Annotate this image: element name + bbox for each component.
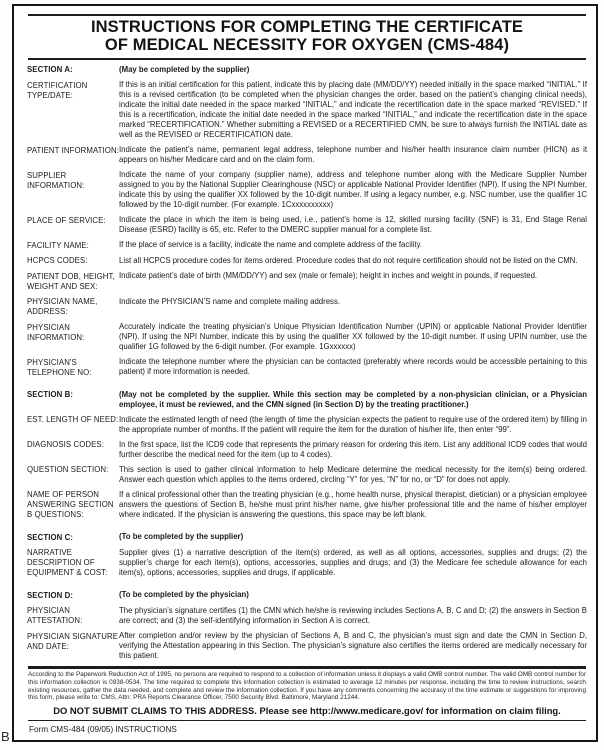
- row-description: The physician’s signature certifies (1) the CMN which he/she is reviewing includes Sections A, B, C and D; (2) the answers in Section B are correct; and (3) the self-identifying information in Section A is correct.: [119, 605, 587, 625]
- row-description: (May not be completed by the supplier. While this section may be completed by a non-physician clinician, or a Physician employee, it must be reviewed, and the CMN signed (in Section D) by the treating practitioner.): [119, 389, 587, 409]
- document-title-line1: INSTRUCTIONS FOR COMPLETING THE CERTIFICATE: [90, 18, 524, 36]
- paperwork-reduction-notice: According to the Paperwork Reduction Act of 1995, no persons are required to respond to a collection of information unless it displays a valid OMB control number. The valid OMB control number for this information collection is 0938-0534. The time required to complete this information collection is estimated to average 12 minutes per response, including the time to review instructions, search existing resources, gather the data needed, and complete and review the information collection. If you have any comments concerning the accuracy of the time estimate or suggestions for improving this form, please write to: CMS, Attn: PRA Reports Clearance Officer, 7500 Security Blvd. Baltimore, Maryland 21244.: [28, 671, 586, 702]
- instruction-row: [27, 490, 587, 521]
- instruction-row: [27, 631, 587, 661]
- row-label: QUESTION SECTION:: [27, 465, 109, 475]
- row-label: PHYSICIAN INFORMATION:: [27, 322, 85, 342]
- page-corner-label: B: [1, 729, 10, 744]
- row-description: Indicate the patient’s name, permanent legal address, telephone number and his/her health insurance claim number (HICN) as it appears on his/her Medicare card and on the claim form.: [119, 145, 587, 165]
- row-label: PHYSICIAN ATTESTATION:: [27, 606, 83, 626]
- row-description: Indicate the PHYSICIAN’S name and complete mailing address.: [119, 296, 341, 306]
- document-title-line2: OF MEDICAL NECESSITY FOR OXYGEN (CMS-484): [104, 36, 510, 55]
- instruction-row: [27, 322, 587, 352]
- do-not-submit-notice: DO NOT SUBMIT CLAIMS TO THIS ADDRESS. Please see http://www.medicare.gov/ for information on claim filing.: [53, 704, 561, 716]
- row-description: Indicate the telephone number where the physician can be contacted (preferably where records would be accessible pertaining to this patient) if more information is needed.: [119, 357, 587, 377]
- row-description: Accurately indicate the treating physician’s Unique Physician Identification Number (UPIN) or applicable National Provider Identifier (NPI). If using the NPI Number, indicate this by using the qualifier XX followed by the 10-digit number. If using UPIN number, use the qualifier 1G followed by the 6-digit number. (For example. 1Gxxxxxx): [119, 322, 587, 352]
- instruction-row: [27, 145, 587, 165]
- row-description: Indicate the estimated length of need (the length of time the physician expects the patient to require use of the ordered item) by filling in the appropriate number of months. If the patient will require the item for the duration of his/her life, then enter “99”.: [119, 414, 587, 434]
- section-header-row: [27, 390, 587, 410]
- row-label: SECTION B:: [27, 390, 74, 400]
- section-header-row: [27, 532, 587, 543]
- title-top-rule: [28, 14, 586, 16]
- row-description: If the place of service is a facility, indicate the name and complete address of the facility.: [119, 240, 423, 250]
- row-description: This section is used to gather clinical information to help Medicare determine the medical necessity for the item(s) being ordered. Answer each question which applies to the items ordered, circling “Y” for yes, “N” for no, or “D” for does not apply.: [119, 464, 587, 484]
- row-label: DIAGNOSIS CODES:: [27, 440, 104, 450]
- row-description: (To be completed by the physician): [119, 590, 249, 600]
- instructions-list: [27, 65, 587, 662]
- row-label: SECTION A:: [27, 65, 73, 75]
- page-footer: [27, 666, 587, 733]
- footer-bottom-rule: [28, 720, 586, 722]
- row-description: If this is an initial certification for this patient, indicate this by placing date (MM/DD/YY) needed initially in the space marked “INITIAL.” If this is a revised certification (to be completed when the physician changes the order, based on the patient’s changing clinical needs), indicate the initial date needed in the space marked “INITIAL,” and indicate the recertification date in the space marked “REVISED.” If this is a recertification, indicate the initial date needed in the space marked “INITIAL,” and indicate the recertification date in the space marked “RECERTIFICATION.” Whether submitting a REVISED or a RECERTIFIED CMN, be sure to always furnish the INITIAL date as well as the REVISED or RECERTIFICATION date.: [119, 80, 587, 140]
- row-description: Indicate the name of your company (supplier name), address and telephone number along with the Medicare Supplier Number assigned to you by the National Supplier Clearinghouse (NSC) or applicable National Provider Identifier (NPI). If using the NPI Number, indicate this by using the qualifier XX followed by the 10-digit number. If using a legacy number, e.g. NSC number, use the qualifier 1C followed by the 10-digit number. (For example. 1Cxxxxxxxxxx): [119, 170, 587, 210]
- row-description: After completion and/or review by the physician of Sections A, B and C, the physician’s must sign and date the CMN in Section D, verifying the Attestation appearing in this Section. The physician’s signature also certifies the items ordered are medically necessary for this patient.: [119, 631, 587, 661]
- instruction-row: [27, 606, 587, 627]
- section-header-row: [27, 590, 587, 601]
- row-label: SECTION D:: [27, 590, 74, 600]
- row-label: PHYSICIAN'S TELEPHONE NO:: [27, 357, 92, 377]
- instruction-row: [27, 415, 587, 435]
- row-label: NARRATIVE DESCRIPTION OF EQUIPMENT & COST:: [27, 548, 108, 578]
- row-label: PHYSICIAN SIGNATURE AND DATE:: [27, 631, 119, 651]
- row-label: SUPPLIER INFORMATION:: [27, 170, 85, 190]
- row-label: NAME OF PERSON ANSWERING SECTION B QUESTIONS:: [27, 490, 114, 520]
- instruction-row: [27, 80, 587, 140]
- instruction-row: [27, 256, 587, 267]
- form-number: Form CMS-484 (09/05) INSTRUCTIONS: [29, 724, 177, 734]
- form-instructions-sheet: [12, 4, 598, 742]
- row-description: Supplier gives (1) a narrative description of the item(s) ordered, as well as all options, accessories, supplies and drugs; (2) the supplier’s charge for each item(s), options, accessories, supplies and drugs; and (3) the Medicare fee schedule allowance for each item(s), options, accessories, supplies and drugs, if applicable.: [119, 547, 587, 577]
- row-label: FACILITY NAME:: [27, 240, 89, 250]
- row-description: Indicate patient’s date of birth (MM/DD/YY) and sex (male or female); height in inches and weight in pounds, if requested.: [119, 271, 538, 281]
- row-description: If a clinical professional other than the treating physician (e.g., home health nurse, physical therapist, dietician) or a physician employee answers the questions of Section B, he/she must print his/her name, give his/her professional title and the name of his/her employer where indicated. If the physician is answering the questions, this space may be left blank.: [119, 489, 587, 519]
- footer-top-rule: [28, 666, 586, 669]
- row-label: EST. LENGTH OF NEED:: [27, 415, 119, 425]
- row-label: CERTIFICATION TYPE/DATE:: [27, 80, 88, 100]
- row-label: PATIENT INFORMATION:: [27, 145, 119, 155]
- row-description: Indicate the place in which the item is being used, i.e., patient’s home is 12, skilled nursing facility (SNF) is 31, End Stage Renal Disease (ESRD) facility is 65, etc. Refer to the DMERC supplier manual for a complete list.: [119, 215, 587, 235]
- instruction-row: [27, 440, 587, 460]
- row-description: In the first space, list the ICD9 code that represents the primary reason for ordering this item. List any additional ICD9 codes that would further describe the medical need for the item (up to 4 codes).: [119, 439, 587, 459]
- instruction-row: [27, 170, 587, 210]
- instruction-row: [27, 240, 587, 251]
- row-label: SECTION C:: [27, 532, 74, 542]
- row-description: (To be completed by the supplier): [119, 532, 244, 542]
- instruction-row: [27, 215, 587, 235]
- row-label: PHYSICIAN NAME, ADDRESS:: [27, 297, 98, 317]
- row-label: PATIENT DOB, HEIGHT, WEIGHT AND SEX:: [27, 271, 115, 291]
- instruction-row: [27, 271, 587, 292]
- instruction-row: [27, 297, 587, 318]
- row-description: List all HCPCS procedure codes for items ordered. Procedure codes that do not require certification should not be listed on the CMN.: [119, 255, 578, 265]
- title-bottom-rule: [28, 58, 586, 60]
- section-header-row: [27, 65, 587, 76]
- instruction-row: [27, 548, 587, 579]
- instruction-row: [27, 465, 587, 485]
- row-label: PLACE OF SERVICE:: [27, 215, 106, 225]
- row-description: (May be completed by the supplier): [119, 64, 250, 74]
- instruction-row: [27, 357, 587, 378]
- document-title: [27, 18, 587, 55]
- title-block: [27, 14, 587, 60]
- row-label: HCPCS CODES:: [27, 256, 88, 266]
